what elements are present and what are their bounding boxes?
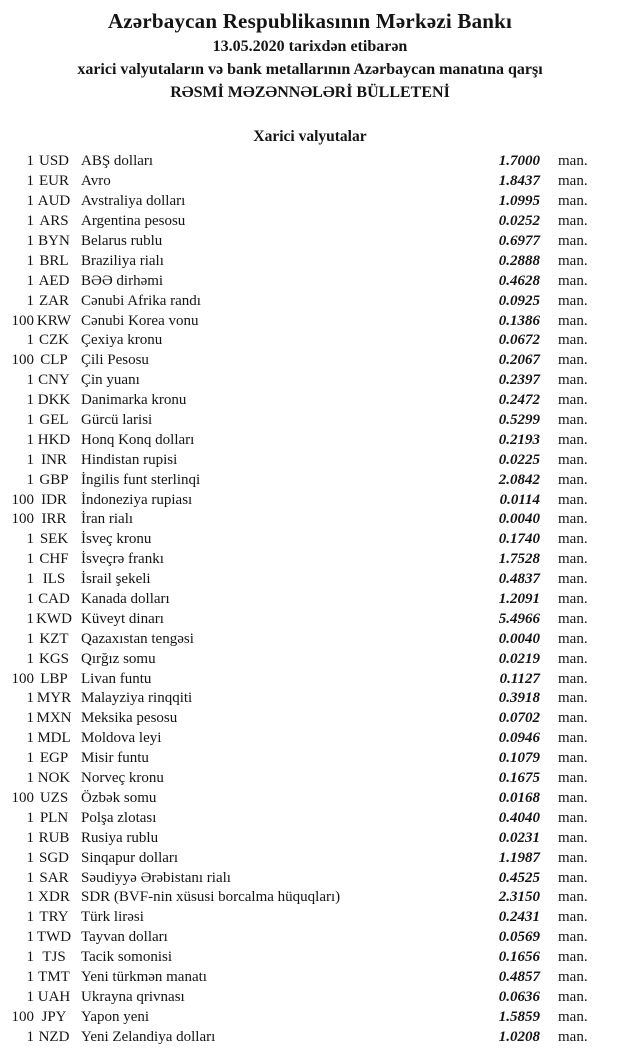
unit-label: man.: [558, 630, 588, 647]
currency-code: BRL: [39, 252, 69, 269]
currency-quantity: 1: [26, 412, 34, 429]
currency-quantity: 100: [11, 312, 34, 329]
currency-quantity: 1: [26, 610, 34, 627]
table-row: [0, 411, 620, 431]
currency-quantity: 1: [26, 1028, 34, 1045]
unit-label: man.: [558, 431, 588, 448]
currency-name: İsveç kronu: [81, 531, 152, 548]
rate-value: 1.2091: [498, 591, 540, 608]
rate-value: 2.3150: [498, 889, 540, 906]
currency-name: İsrail şekeli: [81, 571, 151, 588]
currency-code: IDR: [41, 491, 67, 508]
unit-label: man.: [558, 571, 588, 588]
currency-name: Cənubi Afrika randı: [81, 292, 201, 309]
currency-quantity: 1: [26, 949, 34, 966]
currency-code: IRR: [41, 511, 67, 528]
currency-name: Çexiya kronu: [81, 332, 163, 349]
rate-value: 0.0702: [498, 710, 540, 727]
table-row: [0, 490, 620, 510]
table-row: [0, 789, 620, 809]
unit-label: man.: [558, 929, 588, 946]
unit-label: man.: [558, 730, 588, 747]
table-row: [0, 510, 620, 530]
currency-quantity: 1: [26, 531, 34, 548]
currency-code: MDL: [37, 730, 71, 747]
unit-label: man.: [558, 511, 588, 528]
table-row: [0, 749, 620, 769]
currency-code: SAR: [39, 869, 69, 886]
unit-label: man.: [558, 770, 588, 787]
currency-code: DKK: [37, 392, 71, 409]
unit-label: man.: [558, 909, 588, 926]
table-row: [0, 649, 620, 669]
unit-label: man.: [558, 650, 588, 667]
unit-label: man.: [558, 412, 588, 429]
currency-quantity: 1: [26, 571, 34, 588]
unit-label: man.: [558, 531, 588, 548]
currency-quantity: 1: [26, 988, 34, 1005]
rate-value: 0.2888: [498, 252, 540, 269]
table-row: [0, 968, 620, 988]
rate-value: 0.3918: [498, 690, 540, 707]
table-row: [0, 271, 620, 291]
rate-value: 1.0208: [498, 1028, 540, 1045]
table-row: [0, 928, 620, 948]
rate-value: 0.0231: [498, 829, 540, 846]
currency-code: EGP: [39, 750, 69, 767]
table-row: [0, 570, 620, 590]
currency-name: Sinqapur dolları: [81, 849, 179, 866]
currency-quantity: 1: [26, 730, 34, 747]
unit-label: man.: [558, 372, 588, 389]
rate-value: 0.0168: [498, 789, 540, 806]
unit-label: man.: [558, 213, 588, 230]
table-row: [0, 769, 620, 789]
table-row: [0, 908, 620, 928]
currency-name: Hindistan rupisi: [81, 451, 178, 468]
currency-quantity: 1: [26, 849, 34, 866]
currency-name: Argentina pesosu: [81, 213, 186, 230]
table-row: [0, 709, 620, 729]
rate-value: 0.1079: [498, 750, 540, 767]
unit-label: man.: [558, 312, 588, 329]
currency-code: KRW: [36, 312, 72, 329]
currency-name: Moldova leyi: [81, 730, 162, 747]
rate-value: 0.0219: [498, 650, 540, 667]
table-row: [0, 331, 620, 351]
currency-name: Belarus rublu: [81, 233, 163, 249]
rate-value: 0.0569: [498, 929, 540, 946]
currency-code: LBP: [40, 670, 68, 687]
currency-quantity: 1: [26, 690, 34, 707]
currency-name: Yeni Zelandiya dolları: [81, 1028, 216, 1045]
currency-code: GEL: [39, 412, 69, 429]
currency-code: NOK: [37, 770, 71, 787]
currency-quantity: 1: [26, 650, 34, 667]
unit-label: man.: [558, 392, 588, 409]
currency-name: Honq Konq dolları: [81, 431, 195, 448]
currency-code: KGS: [38, 650, 69, 667]
unit-label: man.: [558, 153, 588, 170]
table-row: [0, 550, 620, 570]
table-row: [0, 291, 620, 311]
table-row: [0, 470, 620, 490]
unit-label: man.: [558, 292, 588, 309]
currency-name: Yeni türkmən manatı: [81, 968, 207, 985]
currency-name: Kanada dolları: [81, 591, 170, 608]
rate-value: 0.1386: [498, 312, 540, 329]
currency-name: Malayziya rinqqiti: [81, 690, 193, 707]
currency-code: USD: [38, 153, 69, 170]
currency-name: Qazaxıstan tengəsi: [81, 630, 194, 647]
currency-code: UAH: [37, 988, 71, 1005]
unit-label: man.: [558, 1028, 588, 1045]
currency-name: ABŞ dolları: [81, 153, 154, 170]
rate-value: 0.4525: [498, 869, 540, 886]
currency-quantity: 1: [26, 710, 34, 727]
currency-quantity: 1: [26, 213, 34, 230]
currency-quantity: 1: [26, 968, 34, 985]
rate-value: 0.4040: [498, 809, 540, 826]
unit-label: man.: [558, 471, 588, 488]
currency-quantity: 1: [26, 252, 34, 269]
currency-code: TWD: [36, 929, 72, 946]
table-row: [0, 212, 620, 232]
currency-name: Özbək somu: [81, 789, 157, 806]
table-row: [0, 530, 620, 550]
currency-code: MXN: [36, 710, 72, 727]
currency-code: SGD: [38, 849, 69, 866]
currency-code: KZT: [39, 630, 69, 647]
unit-label: man.: [558, 233, 588, 249]
currency-quantity: 1: [26, 292, 34, 309]
bank-title: Azərbaycan Respublikasının Mərkəzi Bankı: [107, 9, 513, 33]
currency-quantity: 1: [26, 770, 34, 787]
currency-quantity: 100: [11, 670, 34, 687]
currency-quantity: 1: [26, 630, 34, 647]
currency-name: Gürcü larisi: [81, 412, 153, 429]
table-row: [0, 689, 620, 709]
rate-value: 0.0114: [499, 491, 540, 508]
rate-value: 1.7000: [498, 153, 540, 170]
currency-quantity: 100: [11, 352, 34, 369]
unit-label: man.: [558, 829, 588, 846]
currency-code: JPY: [41, 1008, 67, 1025]
rate-value: 0.0672: [498, 332, 540, 349]
currency-quantity: 1: [26, 372, 34, 389]
unit-label: man.: [558, 551, 588, 568]
currency-name: Qırğız somu: [81, 650, 156, 667]
currency-quantity: 1: [26, 471, 34, 488]
rate-value: 0.1675: [498, 770, 540, 787]
rate-value: 2.0842: [498, 471, 540, 488]
currency-code: TRY: [39, 909, 69, 926]
table-row: [0, 828, 620, 848]
currency-quantity: 100: [11, 789, 34, 806]
currency-name: Norveç kronu: [81, 770, 164, 787]
rate-value: 0.0636: [498, 988, 540, 1005]
rate-value: 0.4837: [498, 571, 540, 588]
currency-name: Ukrayna qrivnası: [81, 988, 185, 1005]
currency-quantity: 1: [26, 193, 34, 210]
unit-label: man.: [558, 491, 588, 508]
rate-value: 0.0946: [498, 730, 540, 747]
unit-label: man.: [558, 968, 588, 985]
currency-name: Meksika pesosu: [81, 710, 178, 727]
table-row: [0, 987, 620, 1007]
currency-code: PLN: [39, 809, 69, 826]
currency-quantity: 1: [26, 929, 34, 946]
currency-name: Türk lirəsi: [81, 909, 144, 926]
currency-name: BƏƏ dirhəmi: [81, 272, 164, 289]
unit-label: man.: [558, 750, 588, 767]
rate-value: 0.2067: [498, 352, 540, 369]
currency-name: Yapon yeni: [81, 1008, 150, 1025]
table-row: [0, 251, 620, 271]
currency-code: TMT: [38, 968, 70, 985]
rate-value: 0.1127: [499, 670, 540, 687]
currency-name: Misir funtu: [81, 750, 149, 767]
unit-label: man.: [558, 710, 588, 727]
table-row: [0, 232, 620, 252]
currency-code: XDR: [38, 889, 70, 906]
rate-value: 0.4628: [498, 272, 540, 289]
unit-label: man.: [558, 252, 588, 269]
currency-code: KWD: [36, 610, 72, 627]
currency-quantity: 1: [26, 809, 34, 826]
effective-date-line: 13.05.2020 tarixdən etibarən: [212, 38, 408, 55]
currency-code: RUB: [38, 829, 70, 846]
currency-name: İran rialı: [81, 511, 134, 528]
currency-name: Rusiya rublu: [81, 829, 159, 846]
currency-name: Polşa zlotası: [81, 809, 157, 826]
unit-label: man.: [558, 332, 588, 349]
currency-quantity: 1: [26, 750, 34, 767]
table-row: [0, 172, 620, 192]
currency-name: Tacik somonisi: [81, 949, 173, 966]
currency-quantity: 100: [11, 1008, 34, 1025]
rate-value: 1.5859: [498, 1008, 540, 1025]
currency-code: GBP: [39, 471, 69, 488]
unit-label: man.: [558, 690, 588, 707]
currency-code: SEK: [39, 531, 69, 548]
rate-value: 0.1740: [498, 531, 540, 548]
currency-quantity: 100: [11, 511, 34, 528]
currency-quantity: 1: [26, 829, 34, 846]
unit-label: man.: [558, 849, 588, 866]
currency-code: TJS: [42, 949, 66, 966]
unit-label: man.: [558, 889, 588, 906]
currency-code: INR: [41, 451, 67, 468]
currency-code: BYN: [38, 233, 70, 249]
currency-quantity: 1: [26, 392, 34, 409]
unit-label: man.: [558, 1008, 588, 1025]
currency-quantity: 100: [11, 491, 34, 508]
currency-name: SDR (BVF-nin xüsusi borcalma hüquqları): [81, 889, 341, 906]
unit-label: man.: [558, 809, 588, 826]
unit-label: man.: [558, 789, 588, 806]
unit-label: man.: [558, 173, 588, 190]
currency-quantity: 1: [26, 451, 34, 468]
table-row: [0, 371, 620, 391]
currency-code: ILS: [42, 571, 66, 588]
rate-value: 1.8437: [498, 173, 540, 190]
currency-name: İsveçrə frankı: [81, 551, 164, 568]
rate-value: 1.1987: [498, 849, 540, 866]
currency-name: Avstraliya dolları: [81, 193, 186, 210]
section-title-foreign-currencies: Xarici valyutalar: [253, 128, 367, 145]
table-row: [0, 351, 620, 371]
table-row: [0, 848, 620, 868]
currency-name: Avro: [81, 173, 111, 190]
rate-value: 0.4857: [498, 968, 540, 985]
bulletin-title: RƏSMİ MƏZƏNNƏLƏRİ BÜLLETENİ: [170, 84, 450, 101]
unit-label: man.: [558, 610, 588, 627]
currency-code: HKD: [37, 431, 71, 448]
table-row: [0, 391, 620, 411]
currency-code: NZD: [38, 1028, 70, 1045]
rate-value: 0.0040: [498, 630, 540, 647]
currency-name: Danimarka kronu: [81, 392, 187, 409]
currency-name: Çin yuanı: [81, 372, 140, 389]
table-row: [0, 729, 620, 749]
unit-label: man.: [558, 352, 588, 369]
currency-quantity: 1: [26, 909, 34, 926]
currency-quantity: 1: [26, 431, 34, 448]
rate-value: 0.2397: [498, 372, 540, 389]
currency-code: UZS: [39, 789, 69, 806]
unit-label: man.: [558, 451, 588, 468]
rate-value: 0.6977: [498, 233, 540, 249]
rate-value: 1.0995: [498, 193, 540, 210]
table-row: [0, 629, 620, 649]
rate-value: 0.0225: [498, 451, 540, 468]
bulletin-page: [0, 8, 620, 1061]
table-row: [0, 311, 620, 331]
unit-label: man.: [558, 988, 588, 1005]
rate-value: 0.0040: [498, 511, 540, 528]
table-row: [0, 1027, 620, 1047]
rate-value: 0.2431: [498, 909, 540, 926]
currency-name: Livan funtu: [81, 670, 152, 687]
currency-quantity: 1: [26, 153, 34, 170]
unit-label: man.: [558, 869, 588, 886]
table-row: [0, 888, 620, 908]
exchange-rates-table: [0, 152, 620, 1047]
table-row: [0, 669, 620, 689]
table-row: [0, 808, 620, 828]
unit-label: man.: [558, 272, 588, 289]
currency-name: Küveyt dinarı: [81, 610, 164, 627]
currency-code: CHF: [39, 551, 69, 568]
currency-code: AED: [38, 272, 70, 289]
table-row: [0, 868, 620, 888]
currency-quantity: 1: [26, 869, 34, 886]
unit-label: man.: [558, 949, 588, 966]
currency-quantity: 1: [26, 272, 34, 289]
currency-quantity: 1: [26, 889, 34, 906]
unit-label: man.: [558, 670, 588, 687]
table-row: [0, 590, 620, 610]
currency-quantity: 1: [26, 173, 34, 190]
currency-name: Çili Pesosu: [81, 352, 149, 369]
unit-label: man.: [558, 193, 588, 210]
bulletin-subtitle: xarici valyutaların və bank metallarının Azərbaycan manatına qarşı: [77, 61, 543, 78]
currency-code: CAD: [38, 591, 70, 608]
currency-quantity: 1: [26, 233, 34, 249]
currency-name: İndoneziya rupiası: [81, 491, 193, 508]
table-row: [0, 1007, 620, 1027]
currency-name: Cənubi Korea vonu: [81, 312, 199, 329]
table-row: [0, 609, 620, 629]
currency-code: CZK: [39, 332, 69, 349]
currency-quantity: 1: [26, 332, 34, 349]
currency-name: Səudiyyə Ərəbistanı rialı: [81, 869, 231, 886]
rate-value: 1.7528: [498, 551, 540, 568]
currency-code: EUR: [39, 173, 69, 190]
table-row: [0, 430, 620, 450]
currency-code: ARS: [39, 213, 69, 230]
currency-code: ZAR: [39, 292, 69, 309]
rate-value: 0.0925: [498, 292, 540, 309]
unit-label: man.: [558, 591, 588, 608]
table-row: [0, 152, 620, 172]
currency-name: Tayvan dolları: [81, 929, 168, 946]
rate-value: 0.5299: [498, 412, 540, 429]
currency-quantity: 1: [26, 551, 34, 568]
rate-value: 5.4966: [498, 610, 540, 627]
rate-value: 0.0252: [498, 213, 540, 230]
currency-name: Braziliya rialı: [81, 252, 164, 269]
rate-value: 0.2193: [498, 431, 540, 448]
currency-code: CLP: [40, 352, 68, 369]
currency-code: CNY: [38, 372, 70, 389]
currency-quantity: 1: [26, 591, 34, 608]
table-row: [0, 948, 620, 968]
currency-code: AUD: [37, 193, 71, 210]
rate-value: 0.1656: [498, 949, 540, 966]
table-row: [0, 192, 620, 212]
currency-code: MYR: [36, 690, 72, 707]
table-row: [0, 450, 620, 470]
currency-name: İngilis funt sterlinqi: [81, 471, 201, 488]
rate-value: 0.2472: [498, 392, 540, 409]
